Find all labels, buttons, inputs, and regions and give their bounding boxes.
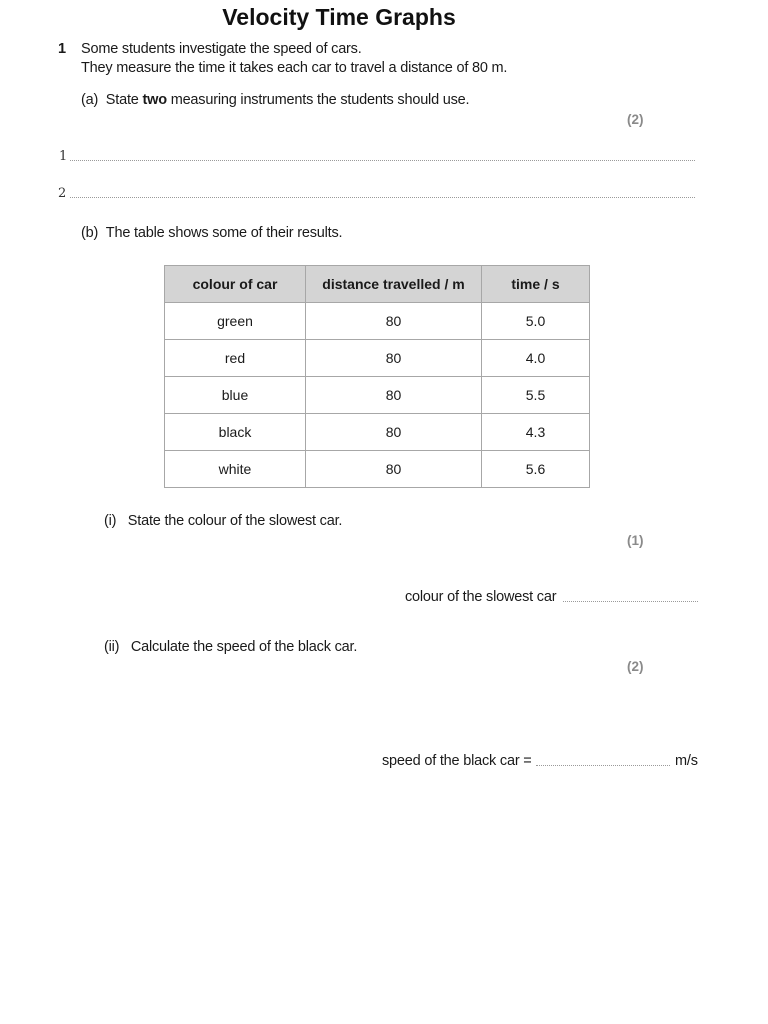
slowest-car-answer-label: colour of the slowest car <box>405 589 557 605</box>
cell-distance: 80 <box>306 451 482 488</box>
cell-time: 5.6 <box>482 451 590 488</box>
table-header-row <box>165 266 590 303</box>
question-intro-line-2: They measure the time it takes each car to travel a distance of 80 m. <box>81 60 508 76</box>
cell-time: 4.3 <box>482 414 590 451</box>
part-a-text-before: State <box>105 92 143 108</box>
cell-distance: 80 <box>306 414 482 451</box>
sub-i-marks: (1) <box>627 533 644 548</box>
part-a-text-after: measuring instruments the students should use. <box>166 92 470 108</box>
table-row <box>165 340 590 377</box>
question-intro-line-1: Some students investigate the speed of cars. <box>81 41 362 57</box>
table-row <box>165 451 590 488</box>
page-title: Velocity Time Graphs <box>222 4 456 30</box>
table-row <box>165 377 590 414</box>
sub-ii-text: Calculate the speed of the black car. <box>130 639 358 655</box>
cell-time: 5.0 <box>482 303 590 340</box>
table-row <box>165 303 590 340</box>
sub-ii-marks: (2) <box>627 659 644 674</box>
speed-unit: m/s <box>675 753 698 769</box>
answer-line-1-label: 1 <box>59 149 68 164</box>
part-b-label: (b) <box>81 225 99 241</box>
question-number: 1 <box>58 41 67 57</box>
sub-i-text: State the colour of the slowest car. <box>127 513 343 529</box>
sub-ii-prompt <box>104 639 357 655</box>
sub-i-label: (i) <box>104 513 117 529</box>
part-a-prompt <box>81 92 469 108</box>
cell-colour: black <box>165 414 306 451</box>
cell-colour: red <box>165 340 306 377</box>
part-a-marks: (2) <box>627 112 644 127</box>
cell-time: 5.5 <box>482 377 590 414</box>
header-distance-travelled: distance travelled / m <box>306 266 482 303</box>
answer-line-2-label: 2 <box>58 186 67 201</box>
results-table <box>164 265 590 488</box>
header-colour-of-car: colour of car <box>165 266 306 303</box>
black-car-speed-label: speed of the black car = <box>382 753 532 769</box>
sub-ii-label: (ii) <box>104 639 120 655</box>
part-a-label: (a) <box>81 92 99 108</box>
cell-colour: green <box>165 303 306 340</box>
answer-line-2[interactable] <box>70 197 695 198</box>
sub-i-prompt <box>104 513 342 529</box>
cell-distance: 80 <box>306 340 482 377</box>
part-b-prompt <box>81 225 342 241</box>
header-time: time / s <box>482 266 590 303</box>
table-row <box>165 414 590 451</box>
cell-distance: 80 <box>306 377 482 414</box>
part-b-text: The table shows some of their results. <box>105 225 343 241</box>
cell-time: 4.0 <box>482 340 590 377</box>
cell-distance: 80 <box>306 303 482 340</box>
cell-colour: blue <box>165 377 306 414</box>
cell-colour: white <box>165 451 306 488</box>
part-a-text-bold: two <box>142 92 167 108</box>
slowest-car-answer-line[interactable] <box>563 601 698 602</box>
answer-line-1[interactable] <box>70 160 695 161</box>
black-car-speed-answer-line[interactable] <box>536 765 670 766</box>
